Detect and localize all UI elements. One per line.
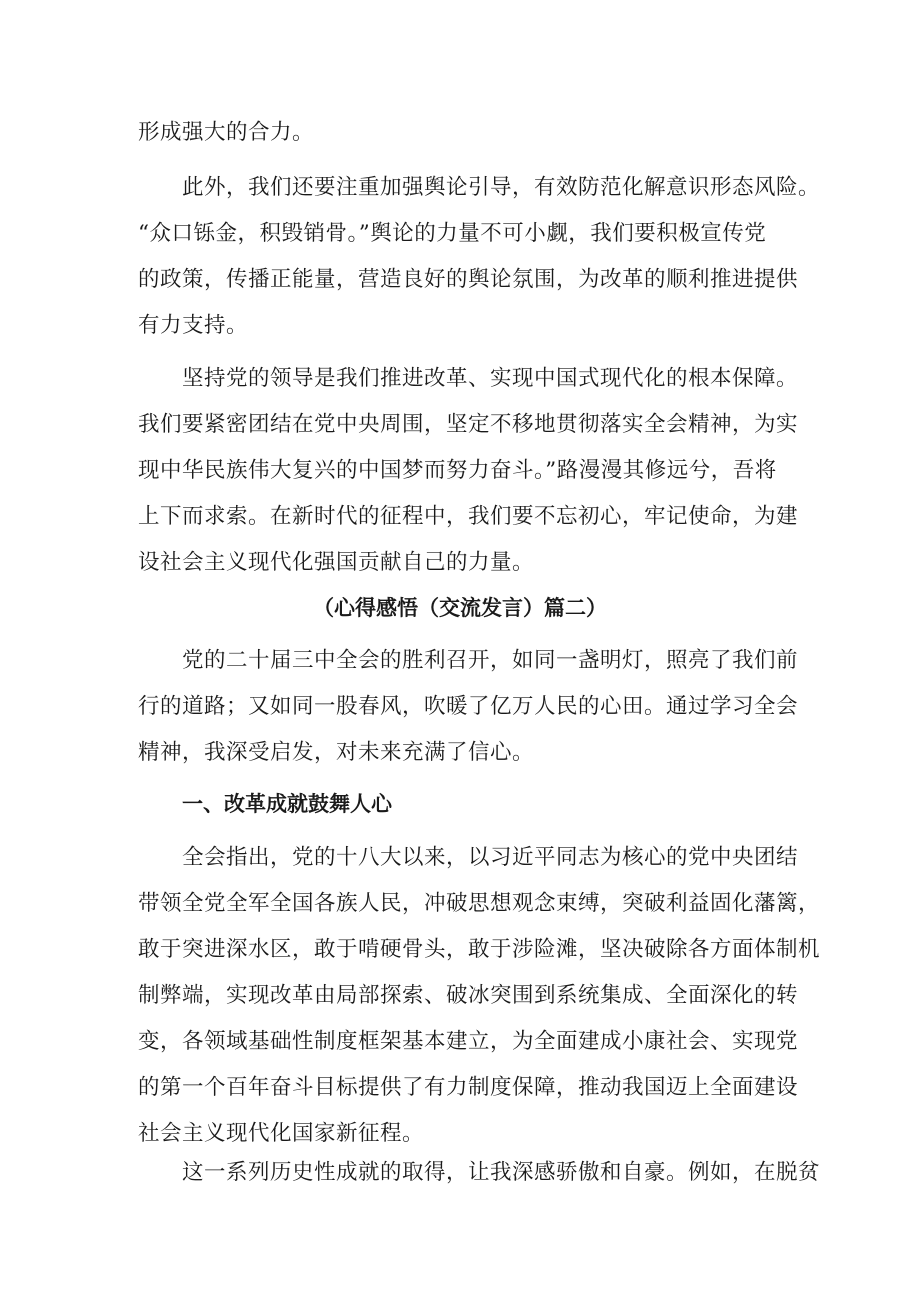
text-line: 坚持党的领导是我们推进改革、实现中国式现代化的根本保障。	[182, 366, 799, 391]
text-line: 全会指出，党的十八大以来，以习近平同志为核心的党中央团结	[182, 845, 799, 870]
text-line: 精神，我深受启发，对未来充满了信心。	[138, 740, 535, 765]
text-line: 的第一个百年奋斗目标提供了有力制度保障，推动我国迈上全面建设	[138, 1075, 799, 1100]
text-line: 行的道路；又如同一股春风，吹暖了亿万人民的心田。通过学习全会	[138, 694, 799, 719]
text-line: 的政策，传播正能量，营造良好的舆论氛围，为改革的顺利推进提供	[138, 267, 799, 292]
paragraph-intro	[138, 638, 798, 776]
section-title: （心得感悟（交流发言）篇二）	[313, 596, 607, 620]
text-line: 上下而求索。在新时代的征程中，我们要不忘初心，牢记使命，为建	[138, 504, 799, 529]
paragraph-reform-summary	[138, 835, 821, 1157]
text-line: 此外，我们还要注重加强舆论引导，有效防范化解意识形态风险。	[182, 175, 821, 200]
subheading-reform-achievements: 一、改革成就鼓舞人心	[182, 792, 392, 816]
text-line: 变，各领域基础性制度框架基本建立，为全面建成小康社会、实现党	[138, 1029, 799, 1054]
paragraph-party-leadership	[138, 356, 798, 586]
text-line: 我们要紧密团结在党中央周围，坚定不移地贯彻落实全会精神，为实	[138, 412, 799, 437]
text-line: 制弊端，实现改革由局部探索、破冰突围到系统集成、全面深化的转	[138, 983, 799, 1008]
paragraph-achievements-example	[138, 1150, 821, 1196]
paragraph-public-opinion	[138, 165, 821, 349]
text-line: 有力支持。	[138, 313, 249, 338]
text-line: 带领全党全军全国各族人民，冲破思想观念束缚，突破利益固化藩篱，	[138, 891, 821, 916]
text-line: 形成强大的合力。	[138, 120, 315, 145]
text-line: 党的二十届三中全会的胜利召开，如同一盏明灯，照亮了我们前	[182, 648, 799, 673]
text-line: “众口铄金，积毁销骨。”舆论的力量不可小觑，我们要积极宣传党	[138, 221, 767, 246]
text-line: 敢于突进深水区，敢于啃硬骨头，敢于涉险滩，坚决破除各方面体制机	[138, 937, 821, 962]
text-line: 现中华民族伟大复兴的中国梦而努力奋斗。”路漫漫其修远兮，吾将	[138, 458, 777, 483]
text-line: 设社会主义现代化强国贡献自己的力量。	[138, 550, 535, 575]
paragraph-continuation	[138, 110, 798, 156]
text-line: 这一系列历史性成就的取得，让我深感骄傲和自豪。例如，在脱贫	[182, 1160, 821, 1185]
text-line: 社会主义现代化国家新征程。	[138, 1121, 425, 1146]
